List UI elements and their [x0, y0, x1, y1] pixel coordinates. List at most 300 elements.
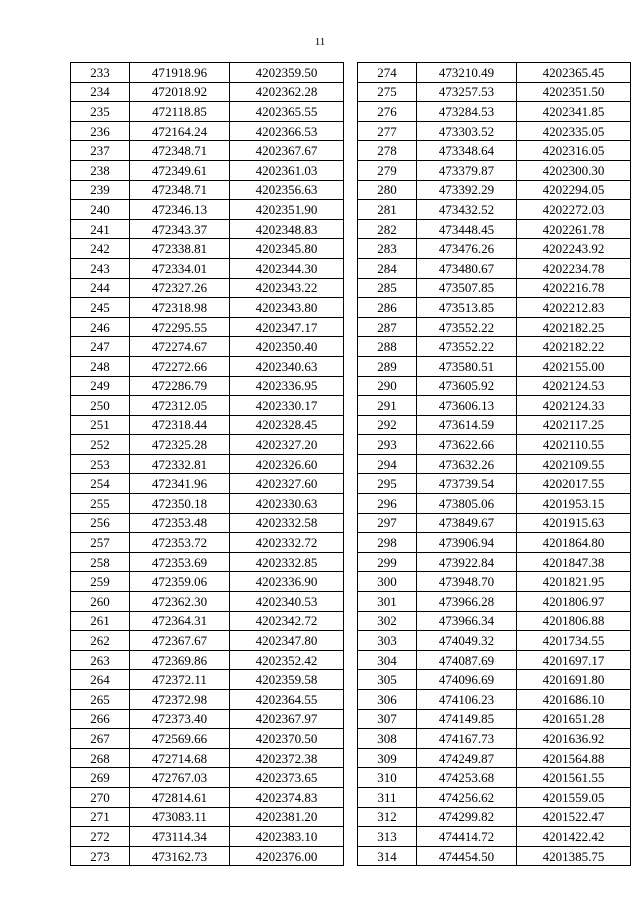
point-number-cell: 285 — [358, 278, 417, 298]
y-coordinate-cell: 4201864.80 — [517, 533, 631, 553]
x-coordinate-cell: 472364.31 — [130, 611, 230, 631]
x-coordinate-cell: 472372.11 — [130, 670, 230, 690]
point-number-cell: 256 — [71, 513, 130, 533]
point-number-cell: 235 — [71, 102, 130, 122]
y-coordinate-cell: 4202124.53 — [517, 376, 631, 396]
y-coordinate-cell: 4202344.30 — [230, 258, 344, 278]
point-number-cell: 271 — [71, 807, 130, 827]
point-number-cell: 308 — [358, 729, 417, 749]
y-coordinate-cell: 4202234.78 — [517, 258, 631, 278]
point-number-cell: 276 — [358, 102, 417, 122]
y-coordinate-cell: 4202343.22 — [230, 278, 344, 298]
x-coordinate-cell: 473922.84 — [417, 552, 517, 572]
point-number-cell: 259 — [71, 572, 130, 592]
y-coordinate-cell: 4201564.88 — [517, 748, 631, 768]
table-row — [358, 337, 631, 357]
x-coordinate-cell: 473162.73 — [130, 846, 230, 866]
y-coordinate-cell: 4202370.50 — [230, 729, 344, 749]
table-row — [358, 650, 631, 670]
x-coordinate-cell: 473114.34 — [130, 827, 230, 847]
point-number-cell: 234 — [71, 82, 130, 102]
x-coordinate-cell: 471918.96 — [130, 63, 230, 83]
x-coordinate-cell: 472118.85 — [130, 102, 230, 122]
x-coordinate-cell: 473966.28 — [417, 592, 517, 612]
table-row — [358, 709, 631, 729]
x-coordinate-cell: 473580.51 — [417, 356, 517, 376]
table-row — [71, 846, 344, 866]
point-number-cell: 254 — [71, 474, 130, 494]
y-coordinate-cell: 4202330.63 — [230, 494, 344, 514]
table-row — [358, 748, 631, 768]
y-coordinate-cell: 4202294.05 — [517, 180, 631, 200]
table-row — [71, 356, 344, 376]
point-number-cell: 233 — [71, 63, 130, 83]
point-number-cell: 296 — [358, 494, 417, 514]
x-coordinate-cell: 472334.01 — [130, 258, 230, 278]
point-number-cell: 289 — [358, 356, 417, 376]
y-coordinate-cell: 4202365.45 — [517, 63, 631, 83]
table-row — [358, 474, 631, 494]
table-row — [358, 670, 631, 690]
x-coordinate-cell: 473622.66 — [417, 435, 517, 455]
x-coordinate-cell: 473906.94 — [417, 533, 517, 553]
y-coordinate-cell: 4202332.85 — [230, 552, 344, 572]
point-number-cell: 262 — [71, 631, 130, 651]
y-coordinate-cell: 4202342.72 — [230, 611, 344, 631]
table-row — [358, 611, 631, 631]
table-row — [71, 63, 344, 83]
x-coordinate-cell: 472353.48 — [130, 513, 230, 533]
coordinates-table-right — [357, 62, 631, 866]
y-coordinate-cell: 4202376.00 — [230, 846, 344, 866]
table-row — [71, 533, 344, 553]
y-coordinate-cell: 4202341.85 — [517, 102, 631, 122]
point-number-cell: 313 — [358, 827, 417, 847]
point-number-cell: 247 — [71, 337, 130, 357]
y-coordinate-cell: 4202367.67 — [230, 141, 344, 161]
y-coordinate-cell: 4201953.15 — [517, 494, 631, 514]
x-coordinate-cell: 473606.13 — [417, 396, 517, 416]
point-number-cell: 272 — [71, 827, 130, 847]
y-coordinate-cell: 4201636.92 — [517, 729, 631, 749]
y-coordinate-cell: 4201915.63 — [517, 513, 631, 533]
y-coordinate-cell: 4202328.45 — [230, 415, 344, 435]
x-coordinate-cell: 472353.72 — [130, 533, 230, 553]
table-row — [71, 278, 344, 298]
x-coordinate-cell: 472318.44 — [130, 415, 230, 435]
x-coordinate-cell: 472349.61 — [130, 160, 230, 180]
y-coordinate-cell: 4202316.05 — [517, 141, 631, 161]
x-coordinate-cell: 472286.79 — [130, 376, 230, 396]
y-coordinate-cell: 4202364.55 — [230, 690, 344, 710]
x-coordinate-cell: 472274.67 — [130, 337, 230, 357]
x-coordinate-cell: 473284.53 — [417, 102, 517, 122]
x-coordinate-cell: 473614.59 — [417, 415, 517, 435]
x-coordinate-cell: 473552.22 — [417, 337, 517, 357]
y-coordinate-cell: 4202350.40 — [230, 337, 344, 357]
point-number-cell: 299 — [358, 552, 417, 572]
table-row — [71, 219, 344, 239]
table-row — [71, 435, 344, 455]
point-number-cell: 279 — [358, 160, 417, 180]
y-coordinate-cell: 4202330.17 — [230, 396, 344, 416]
x-coordinate-cell: 473210.49 — [417, 63, 517, 83]
table-row — [358, 729, 631, 749]
point-number-cell: 241 — [71, 219, 130, 239]
table-row — [71, 298, 344, 318]
y-coordinate-cell: 4202182.22 — [517, 337, 631, 357]
point-number-cell: 280 — [358, 180, 417, 200]
point-number-cell: 312 — [358, 807, 417, 827]
point-number-cell: 273 — [71, 846, 130, 866]
y-coordinate-cell: 4202361.03 — [230, 160, 344, 180]
point-number-cell: 303 — [358, 631, 417, 651]
table-row — [358, 435, 631, 455]
y-coordinate-cell: 4202261.78 — [517, 219, 631, 239]
x-coordinate-cell: 474249.87 — [417, 748, 517, 768]
x-coordinate-cell: 473632.26 — [417, 454, 517, 474]
x-coordinate-cell: 474256.62 — [417, 787, 517, 807]
x-coordinate-cell: 474149.85 — [417, 709, 517, 729]
point-number-cell: 291 — [358, 396, 417, 416]
y-coordinate-cell: 4202365.55 — [230, 102, 344, 122]
x-coordinate-cell: 473513.85 — [417, 298, 517, 318]
y-coordinate-cell: 4201561.55 — [517, 768, 631, 788]
table-row — [358, 533, 631, 553]
table-row — [71, 121, 344, 141]
y-coordinate-cell: 4202300.30 — [517, 160, 631, 180]
point-number-cell: 275 — [358, 82, 417, 102]
table-row — [358, 356, 631, 376]
y-coordinate-cell: 4202110.55 — [517, 435, 631, 455]
point-number-cell: 258 — [71, 552, 130, 572]
x-coordinate-cell: 472767.03 — [130, 768, 230, 788]
table-row — [71, 611, 344, 631]
point-number-cell: 288 — [358, 337, 417, 357]
table-row — [71, 376, 344, 396]
x-coordinate-cell: 474414.72 — [417, 827, 517, 847]
point-number-cell: 293 — [358, 435, 417, 455]
point-number-cell: 238 — [71, 160, 130, 180]
y-coordinate-cell: 4201422.42 — [517, 827, 631, 847]
point-number-cell: 283 — [358, 239, 417, 259]
y-coordinate-cell: 4202336.90 — [230, 572, 344, 592]
table-row — [71, 454, 344, 474]
x-coordinate-cell: 472814.61 — [130, 787, 230, 807]
table-row — [71, 631, 344, 651]
point-number-cell: 298 — [358, 533, 417, 553]
table-row — [358, 200, 631, 220]
point-number-cell: 301 — [358, 592, 417, 612]
x-coordinate-cell: 472332.81 — [130, 454, 230, 474]
x-coordinate-cell: 472367.67 — [130, 631, 230, 651]
point-number-cell: 246 — [71, 317, 130, 337]
point-number-cell: 300 — [358, 572, 417, 592]
point-number-cell: 250 — [71, 396, 130, 416]
x-coordinate-cell: 474454.50 — [417, 846, 517, 866]
table-row — [71, 690, 344, 710]
x-coordinate-cell: 472341.96 — [130, 474, 230, 494]
x-coordinate-cell: 472714.68 — [130, 748, 230, 768]
y-coordinate-cell: 4202356.63 — [230, 180, 344, 200]
table-row — [358, 180, 631, 200]
x-coordinate-cell: 473948.70 — [417, 572, 517, 592]
table-row — [71, 160, 344, 180]
x-coordinate-cell: 473392.29 — [417, 180, 517, 200]
table-row — [358, 278, 631, 298]
table-row — [71, 337, 344, 357]
point-number-cell: 239 — [71, 180, 130, 200]
x-coordinate-cell: 474167.73 — [417, 729, 517, 749]
table-row — [358, 807, 631, 827]
x-coordinate-cell: 473083.11 — [130, 807, 230, 827]
x-coordinate-cell: 474087.69 — [417, 650, 517, 670]
y-coordinate-cell: 4201651.28 — [517, 709, 631, 729]
x-coordinate-cell: 474049.32 — [417, 631, 517, 651]
y-coordinate-cell: 4202182.25 — [517, 317, 631, 337]
x-coordinate-cell: 473348.64 — [417, 141, 517, 161]
y-coordinate-cell: 4202351.90 — [230, 200, 344, 220]
x-coordinate-cell: 472164.24 — [130, 121, 230, 141]
table-row — [71, 141, 344, 161]
table-row — [358, 787, 631, 807]
y-coordinate-cell: 4201734.55 — [517, 631, 631, 651]
point-number-cell: 263 — [71, 650, 130, 670]
x-coordinate-cell: 473379.87 — [417, 160, 517, 180]
y-coordinate-cell: 4201821.95 — [517, 572, 631, 592]
y-coordinate-cell: 4202017.55 — [517, 474, 631, 494]
table-row — [71, 552, 344, 572]
point-number-cell: 253 — [71, 454, 130, 474]
table-row — [71, 709, 344, 729]
x-coordinate-cell: 473849.67 — [417, 513, 517, 533]
y-coordinate-cell: 4202212.83 — [517, 298, 631, 318]
y-coordinate-cell: 4202340.63 — [230, 356, 344, 376]
y-coordinate-cell: 4202372.38 — [230, 748, 344, 768]
x-coordinate-cell: 472325.28 — [130, 435, 230, 455]
y-coordinate-cell: 4202345.80 — [230, 239, 344, 259]
point-number-cell: 269 — [71, 768, 130, 788]
x-coordinate-cell: 473476.26 — [417, 239, 517, 259]
x-coordinate-cell: 473507.85 — [417, 278, 517, 298]
table-row — [358, 121, 631, 141]
table-row — [358, 298, 631, 318]
point-number-cell: 249 — [71, 376, 130, 396]
x-coordinate-cell: 472353.69 — [130, 552, 230, 572]
point-number-cell: 251 — [71, 415, 130, 435]
x-coordinate-cell: 473966.34 — [417, 611, 517, 631]
x-coordinate-cell: 473480.67 — [417, 258, 517, 278]
table-row — [71, 768, 344, 788]
x-coordinate-cell: 472327.26 — [130, 278, 230, 298]
x-coordinate-cell: 473739.54 — [417, 474, 517, 494]
point-number-cell: 245 — [71, 298, 130, 318]
point-number-cell: 277 — [358, 121, 417, 141]
point-number-cell: 240 — [71, 200, 130, 220]
point-number-cell: 287 — [358, 317, 417, 337]
table-row — [358, 239, 631, 259]
y-coordinate-cell: 4202352.42 — [230, 650, 344, 670]
x-coordinate-cell: 472348.71 — [130, 180, 230, 200]
point-number-cell: 286 — [358, 298, 417, 318]
table-row — [71, 572, 344, 592]
x-coordinate-cell: 472373.40 — [130, 709, 230, 729]
point-number-cell: 295 — [358, 474, 417, 494]
x-coordinate-cell: 472369.86 — [130, 650, 230, 670]
point-number-cell: 257 — [71, 533, 130, 553]
table-row — [71, 415, 344, 435]
y-coordinate-cell: 4202374.83 — [230, 787, 344, 807]
x-coordinate-cell: 472569.66 — [130, 729, 230, 749]
y-coordinate-cell: 4202335.05 — [517, 121, 631, 141]
x-coordinate-cell: 473432.52 — [417, 200, 517, 220]
x-coordinate-cell: 472359.06 — [130, 572, 230, 592]
y-coordinate-cell: 4202383.10 — [230, 827, 344, 847]
table-row — [71, 474, 344, 494]
point-number-cell: 307 — [358, 709, 417, 729]
y-coordinate-cell: 4202348.83 — [230, 219, 344, 239]
x-coordinate-cell: 474106.23 — [417, 690, 517, 710]
point-number-cell: 242 — [71, 239, 130, 259]
point-number-cell: 268 — [71, 748, 130, 768]
table-row — [358, 63, 631, 83]
table-row — [71, 748, 344, 768]
x-coordinate-cell: 473448.45 — [417, 219, 517, 239]
y-coordinate-cell: 4201522.47 — [517, 807, 631, 827]
table-row — [71, 82, 344, 102]
point-number-cell: 311 — [358, 787, 417, 807]
y-coordinate-cell: 4201691.80 — [517, 670, 631, 690]
y-coordinate-cell: 4202117.25 — [517, 415, 631, 435]
point-number-cell: 278 — [358, 141, 417, 161]
y-coordinate-cell: 4202347.17 — [230, 317, 344, 337]
coordinates-table-left — [70, 62, 344, 866]
table-row — [358, 102, 631, 122]
coordinates-table-body — [71, 63, 344, 866]
y-coordinate-cell: 4201847.38 — [517, 552, 631, 572]
point-number-cell: 236 — [71, 121, 130, 141]
y-coordinate-cell: 4202373.65 — [230, 768, 344, 788]
x-coordinate-cell: 472350.18 — [130, 494, 230, 514]
page-number: 11 — [314, 36, 326, 48]
table-row — [71, 807, 344, 827]
table-row — [71, 494, 344, 514]
table-row — [358, 572, 631, 592]
y-coordinate-cell: 4201686.10 — [517, 690, 631, 710]
table-row — [71, 592, 344, 612]
table-row — [358, 160, 631, 180]
y-coordinate-cell: 4202243.92 — [517, 239, 631, 259]
table-row — [358, 376, 631, 396]
table-row — [358, 592, 631, 612]
x-coordinate-cell: 472362.30 — [130, 592, 230, 612]
y-coordinate-cell: 4202327.60 — [230, 474, 344, 494]
point-number-cell: 267 — [71, 729, 130, 749]
y-coordinate-cell: 4202381.20 — [230, 807, 344, 827]
x-coordinate-cell: 474253.68 — [417, 768, 517, 788]
coordinates-table-body — [358, 63, 631, 866]
y-coordinate-cell: 4202124.33 — [517, 396, 631, 416]
point-number-cell: 248 — [71, 356, 130, 376]
point-number-cell: 255 — [71, 494, 130, 514]
x-coordinate-cell: 472348.71 — [130, 141, 230, 161]
table-row — [71, 650, 344, 670]
y-coordinate-cell: 4202216.78 — [517, 278, 631, 298]
table-row — [358, 415, 631, 435]
table-row — [71, 258, 344, 278]
point-number-cell: 297 — [358, 513, 417, 533]
table-row — [71, 180, 344, 200]
table-row — [71, 729, 344, 749]
point-number-cell: 252 — [71, 435, 130, 455]
table-row — [71, 670, 344, 690]
point-number-cell: 284 — [358, 258, 417, 278]
y-coordinate-cell: 4202336.95 — [230, 376, 344, 396]
table-row — [358, 513, 631, 533]
y-coordinate-cell: 4202326.60 — [230, 454, 344, 474]
y-coordinate-cell: 4202343.80 — [230, 298, 344, 318]
y-coordinate-cell: 4202272.03 — [517, 200, 631, 220]
table-row — [358, 552, 631, 572]
x-coordinate-cell: 472343.37 — [130, 219, 230, 239]
point-number-cell: 305 — [358, 670, 417, 690]
y-coordinate-cell: 4201806.88 — [517, 611, 631, 631]
y-coordinate-cell: 4201385.75 — [517, 846, 631, 866]
table-row — [358, 141, 631, 161]
point-number-cell: 260 — [71, 592, 130, 612]
point-number-cell: 306 — [358, 690, 417, 710]
point-number-cell: 294 — [358, 454, 417, 474]
table-row — [71, 200, 344, 220]
x-coordinate-cell: 472372.98 — [130, 690, 230, 710]
y-coordinate-cell: 4202366.53 — [230, 121, 344, 141]
point-number-cell: 237 — [71, 141, 130, 161]
table-row — [358, 454, 631, 474]
point-number-cell: 292 — [358, 415, 417, 435]
x-coordinate-cell: 472272.66 — [130, 356, 230, 376]
point-number-cell: 244 — [71, 278, 130, 298]
table-row — [358, 846, 631, 866]
y-coordinate-cell: 4202340.53 — [230, 592, 344, 612]
y-coordinate-cell: 4202332.58 — [230, 513, 344, 533]
table-row — [71, 513, 344, 533]
point-number-cell: 290 — [358, 376, 417, 396]
point-number-cell: 243 — [71, 258, 130, 278]
table-row — [71, 396, 344, 416]
point-number-cell: 282 — [358, 219, 417, 239]
y-coordinate-cell: 4202109.55 — [517, 454, 631, 474]
y-coordinate-cell: 4202332.72 — [230, 533, 344, 553]
point-number-cell: 274 — [358, 63, 417, 83]
x-coordinate-cell: 472346.13 — [130, 200, 230, 220]
point-number-cell: 264 — [71, 670, 130, 690]
table-row — [358, 258, 631, 278]
point-number-cell: 270 — [71, 787, 130, 807]
y-coordinate-cell: 4202347.80 — [230, 631, 344, 651]
y-coordinate-cell: 4202362.28 — [230, 82, 344, 102]
point-number-cell: 302 — [358, 611, 417, 631]
y-coordinate-cell: 4201559.05 — [517, 787, 631, 807]
point-number-cell: 310 — [358, 768, 417, 788]
table-row — [358, 768, 631, 788]
x-coordinate-cell: 473605.92 — [417, 376, 517, 396]
table-row — [71, 317, 344, 337]
point-number-cell: 281 — [358, 200, 417, 220]
table-row — [358, 219, 631, 239]
table-row — [71, 102, 344, 122]
x-coordinate-cell: 472318.98 — [130, 298, 230, 318]
point-number-cell: 309 — [358, 748, 417, 768]
